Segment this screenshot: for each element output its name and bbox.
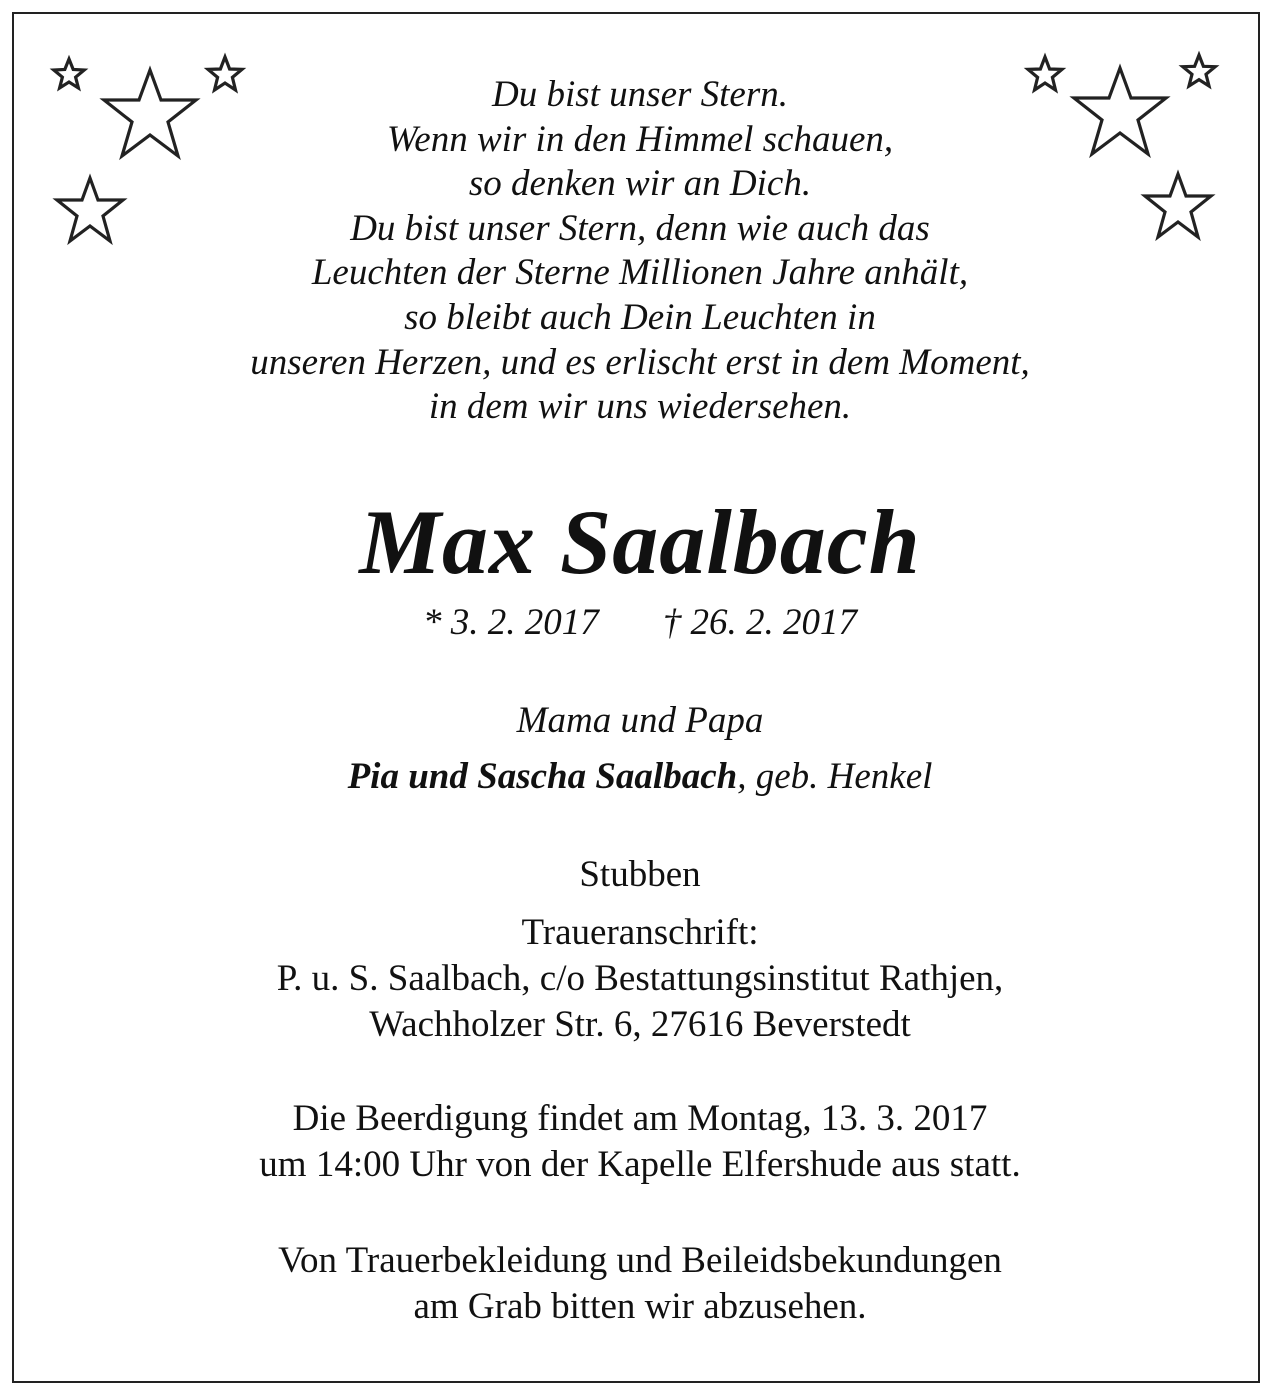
poem-line: Leuchten der Sterne Millionen Jahre anhält,: [311, 252, 969, 294]
poem-line: Du bist unser Stern, denn wie auch das: [350, 207, 930, 249]
address-label: Traueranschrift:: [521, 912, 759, 953]
deceased-name: Max Saalbach: [359, 491, 921, 593]
parents-full-names: Pia und Sascha Saalbach: [347, 756, 738, 797]
death-date: † 26. 2. 2017: [662, 602, 857, 643]
request-line: am Grab bitten wir abzusehen.: [413, 1286, 867, 1327]
birth-date: * 3. 2. 2017: [423, 602, 599, 643]
maiden-name: , geb. Henkel: [737, 756, 933, 797]
parents-label: Mama und Papa: [516, 700, 764, 741]
life-dates: [0, 600, 1280, 646]
poem-line: unseren Herzen, und es erlischt erst in dem Moment,: [250, 341, 1030, 383]
poem-line: so denken wir an Dich.: [468, 163, 812, 205]
poem-line: Wenn wir in den Himmel schauen,: [386, 118, 894, 160]
condolence-request: [0, 1238, 1280, 1330]
poem-line: in dem wir uns wiedersehen.: [428, 386, 852, 428]
funeral-info: [0, 1096, 1280, 1188]
address-line: Wachholzer Str. 6, 27616 Beverstedt: [369, 1004, 911, 1045]
funeral-line: um 14:00 Uhr von der Kapelle Elfershude aus statt.: [259, 1144, 1021, 1185]
address-line: P. u. S. Saalbach, c/o Bestattungsinstitut Rathjen,: [276, 958, 1004, 999]
request-line: Von Trauerbekleidung und Beileidsbekundungen: [278, 1240, 1002, 1281]
location: [0, 852, 1280, 898]
poem-line: Du bist unser Stern.: [492, 74, 788, 115]
poem-line: so bleibt auch Dein Leuchten in: [404, 296, 876, 338]
location-text: Stubben: [579, 854, 701, 895]
parents-names: [0, 754, 1280, 800]
poem: [0, 73, 1280, 430]
mourning-address: [0, 910, 1280, 1048]
funeral-line: Die Beerdigung findet am Montag, 13. 3. 2017: [292, 1098, 988, 1139]
